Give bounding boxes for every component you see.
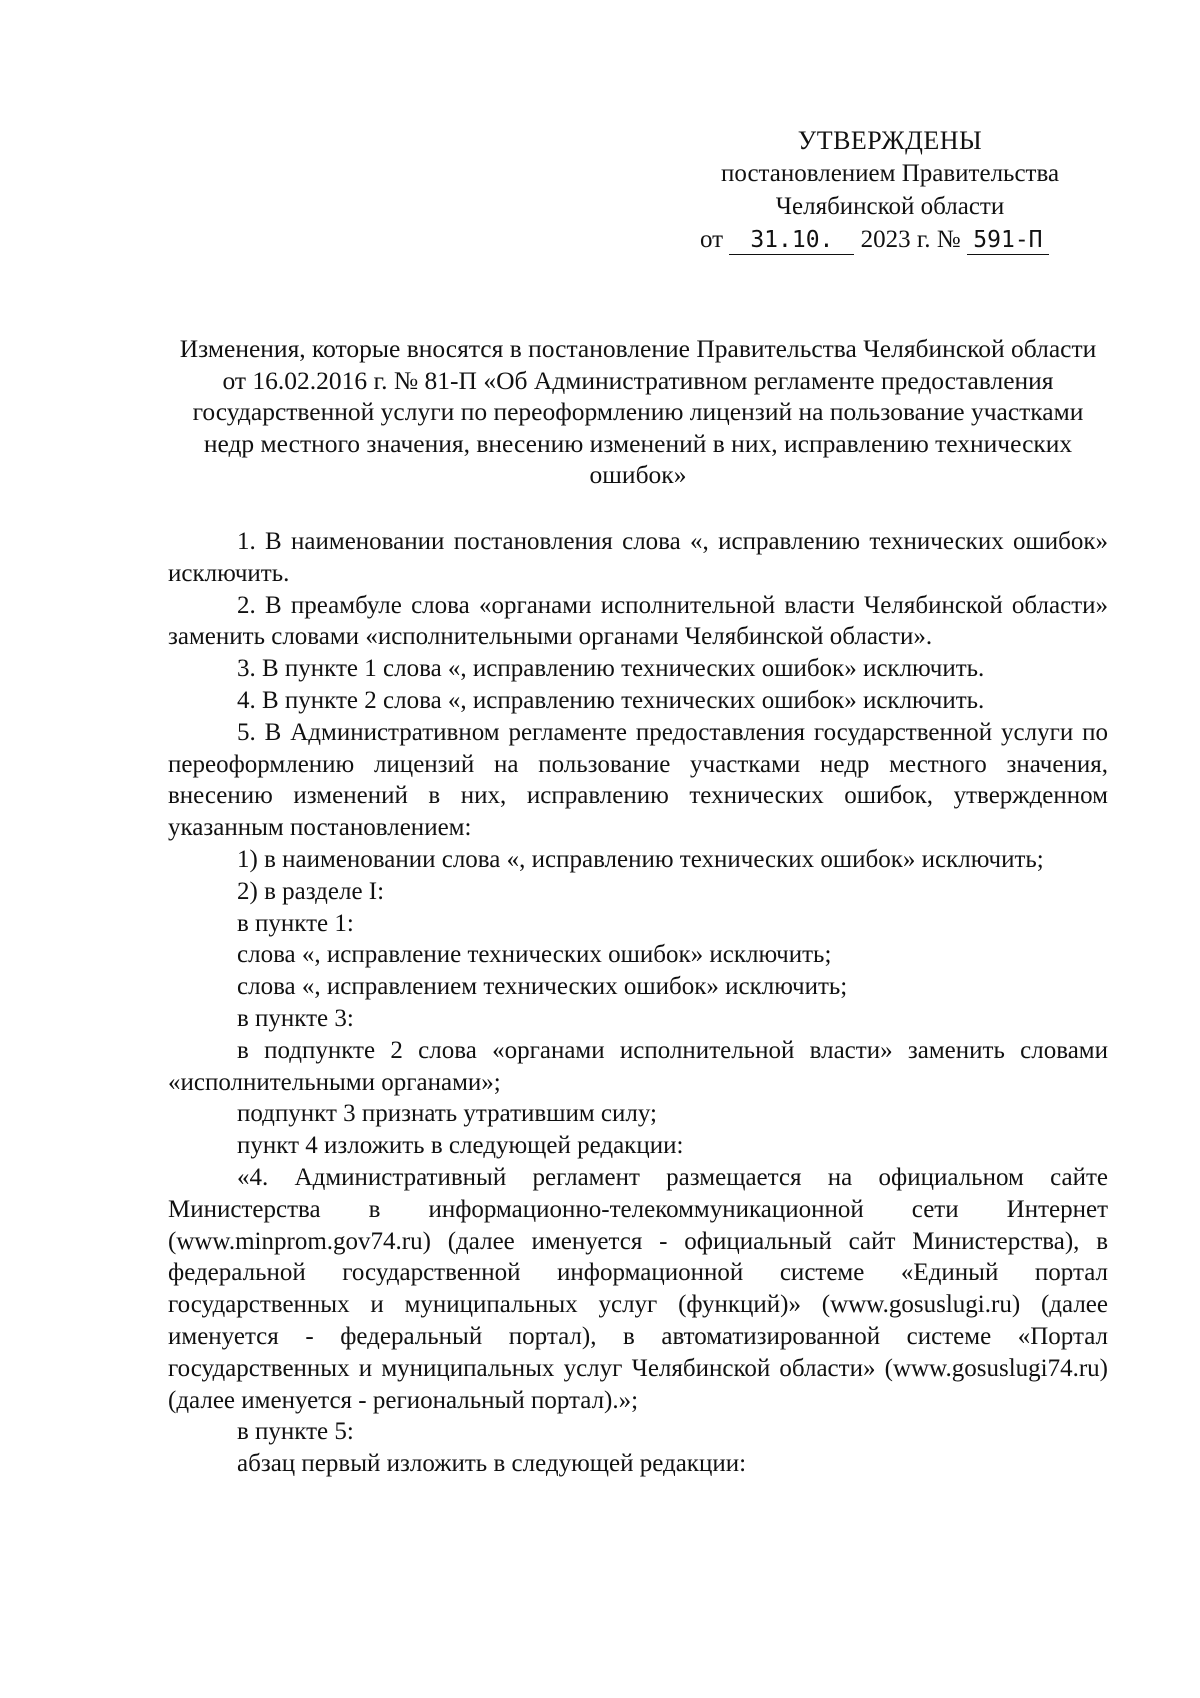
approval-number: 591-П	[967, 226, 1049, 255]
paragraph: в пункте 1:	[237, 909, 354, 937]
paragraph: слова «, исправлением технических ошибок» исключить;	[237, 973, 848, 1001]
paragraph: в пункте 3:	[237, 1004, 354, 1032]
paragraph: в подпункте 2 слова «органами исполнительной власти» заменить словами «исполнительными органами»;	[168, 1036, 1108, 1096]
paragraph: в пункте 5:	[237, 1418, 354, 1446]
approval-line-2: Челябинской области	[775, 193, 1005, 220]
paragraph: «4. Административный регламент размещается на официальном сайте Министерства в информационно-телекоммуникационной сети Интернет (www.minprom.gov74.ru) (далее именуется - официальный сайт Министерства), в федеральной государственной информационной системе «Единый портал государственных и муниципальных услуг (функций)» (www.gosuslugi.ru) (далее именуется - федеральный портал), в автоматизированной системе «Портал государственных и муниципальных услуг Челябинской области» (www.gosuslugi74.ru) (далее именуется - региональный портал).»;	[168, 1163, 1108, 1414]
paragraph: слова «, исправление технических ошибок» исключить;	[237, 941, 832, 969]
approval-line-1: постановлением Правительства	[720, 160, 1060, 187]
paragraph: пункт 4 изложить в следующей редакции:	[237, 1132, 684, 1160]
paragraph: абзац первый изложить в следующей редакции:	[237, 1450, 747, 1478]
paragraph: подпункт 3 признать утратившим силу;	[237, 1100, 657, 1128]
approval-stamp	[690, 124, 1090, 256]
document-body	[168, 526, 1108, 1480]
paragraph: 3. В пункте 1 слова «, исправлению технических ошибок» исключить.	[237, 655, 985, 683]
paragraph: 2. В преамбуле слова «органами исполнительной власти Челябинской области» заменить словами «исполнительными органами Челябинской области».	[168, 591, 1108, 651]
paragraph: 2) в разделе I:	[237, 877, 385, 905]
approval-heading: УТВЕРЖДЕНЫ	[797, 126, 983, 155]
paragraph: 5. В Административном регламенте предоставления государственной услуги по переоформлению лицензий на пользование участками недр местного значения, внесению изменений в них, исправлению технических ошибок, утвержденном указанным постановлением:	[168, 718, 1108, 842]
paragraph: 1. В наименовании постановления слова «, исправлению технических ошибок» исключить.	[168, 528, 1108, 587]
approval-date: 31.10.	[729, 226, 854, 255]
document-title: Изменения, которые вносятся в постановление Правительства Челябинской области от 16.02.2016 г. № 81-П «Об Административном регламенте предоставления государственной услуги по переоформлению лицензий на пользование участками недр местного значения, внесению изменений в них, исправлению технических ошибок»	[179, 334, 1097, 489]
year-label: 2023 г. №	[860, 226, 961, 253]
approval-date-line	[690, 223, 1090, 256]
paragraph: 4. В пункте 2 слова «, исправлению технических ошибок» исключить.	[237, 686, 985, 714]
paragraph: 1) в наименовании слова «, исправлению технических ошибок» исключить;	[237, 845, 1044, 873]
from-label: от	[700, 226, 724, 253]
